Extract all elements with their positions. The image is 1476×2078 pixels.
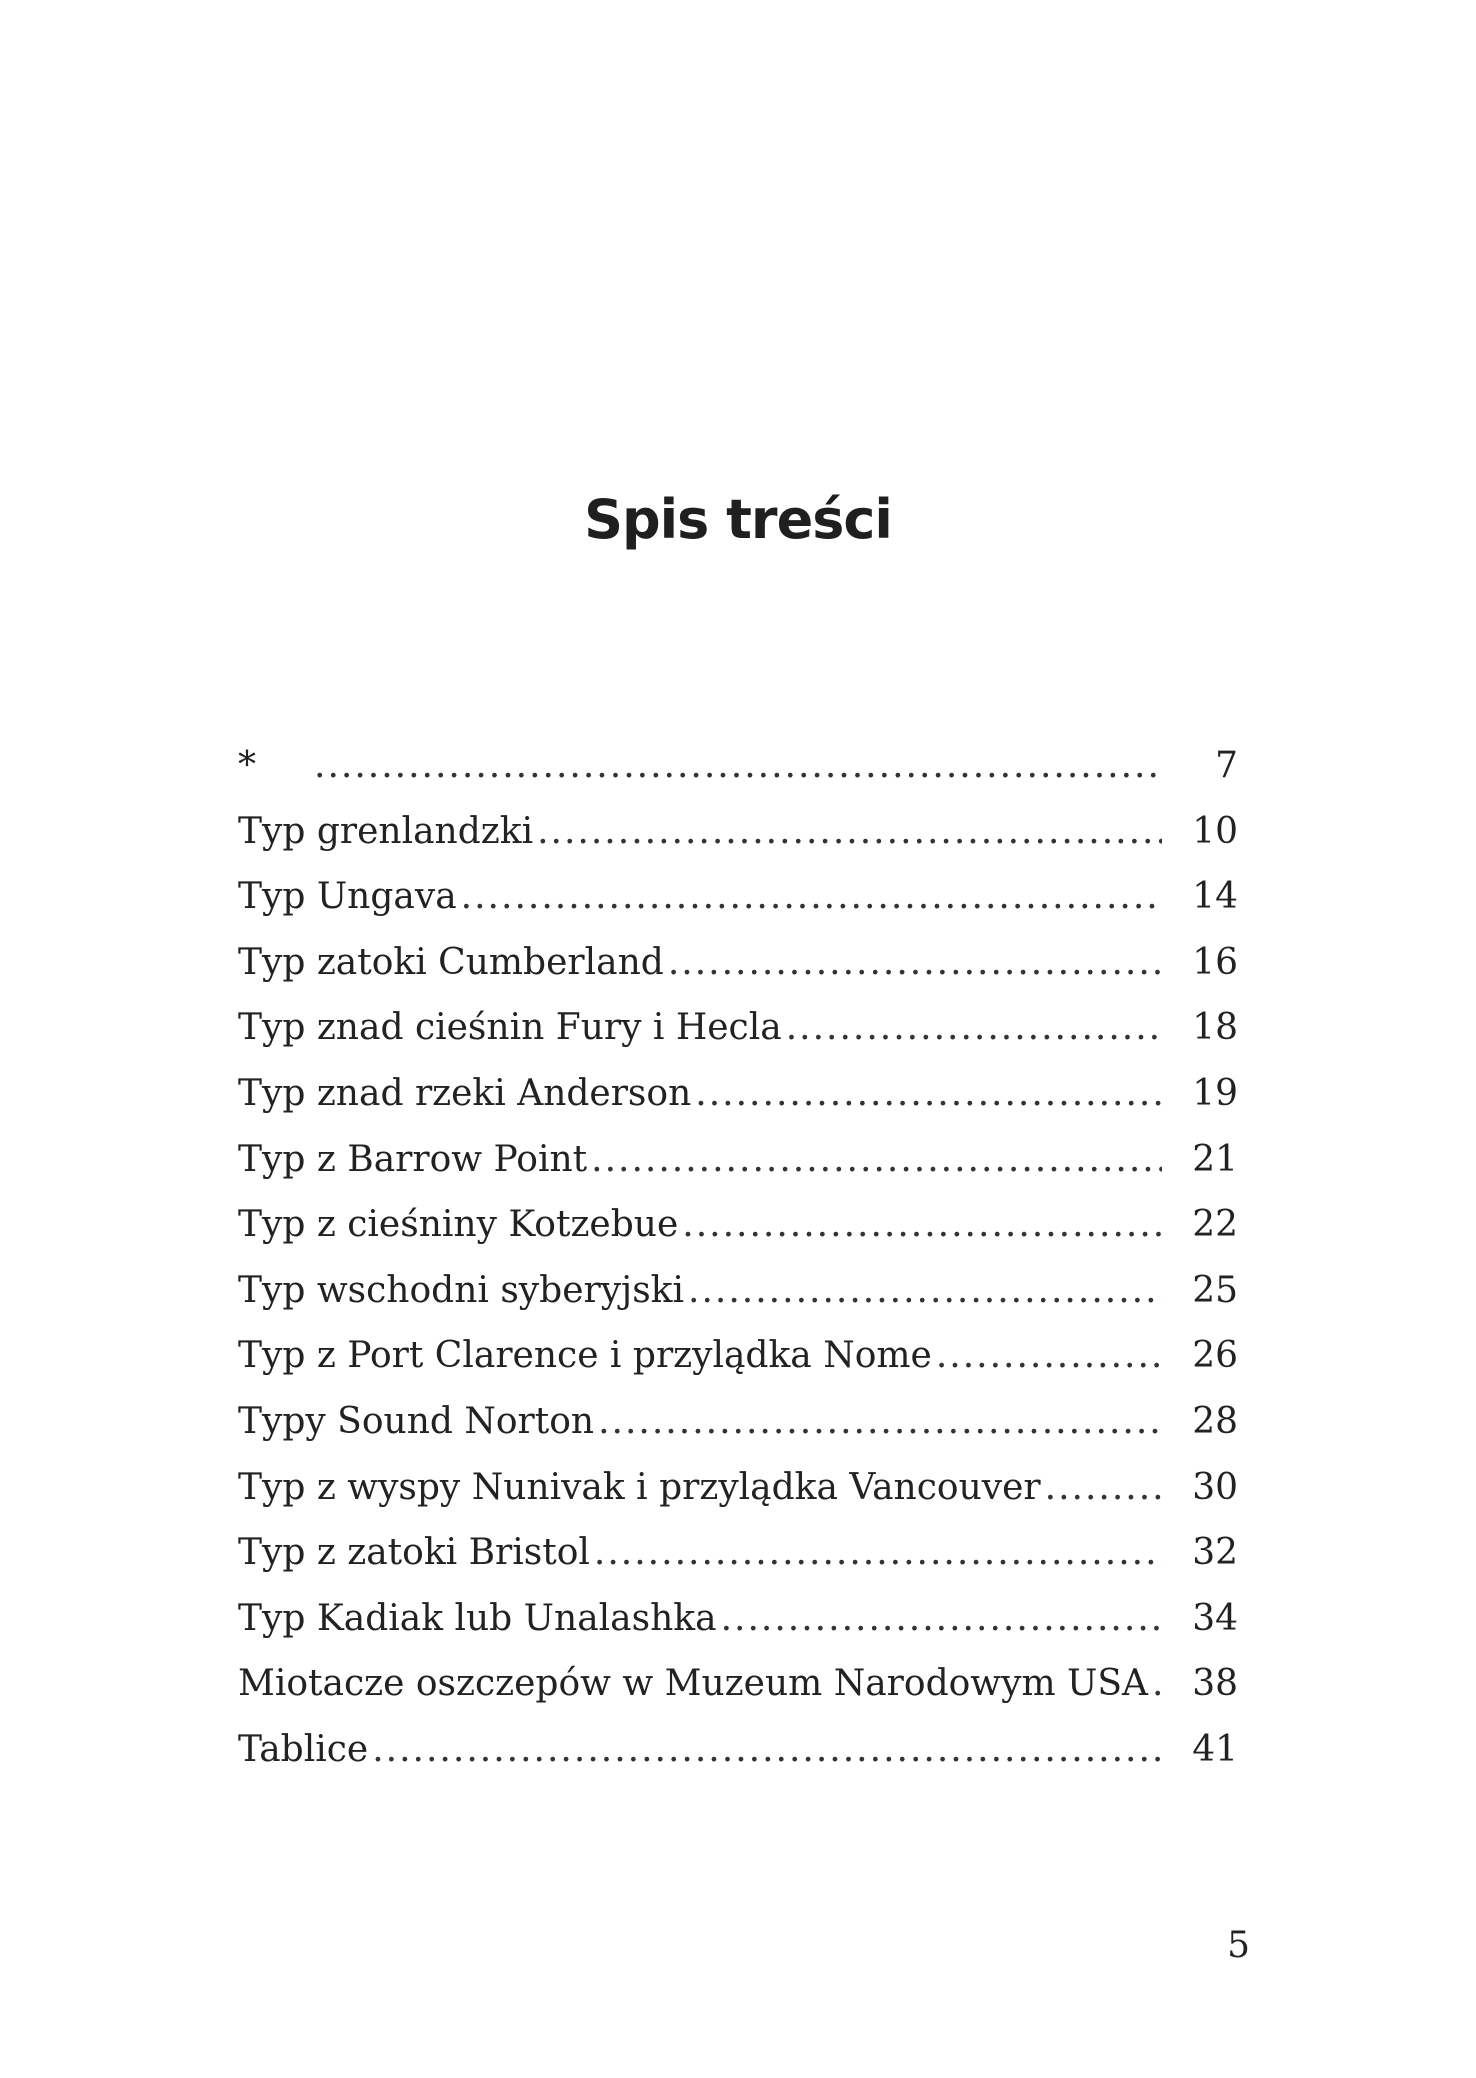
- toc-leader-dots: [537, 799, 1162, 865]
- toc-entry: [238, 1586, 1238, 1652]
- toc-entry-page: 25: [1192, 1269, 1238, 1311]
- toc-entry: [238, 1192, 1238, 1258]
- toc-entry-page: 38: [1192, 1663, 1238, 1705]
- toc-entry-page: 16: [1192, 941, 1238, 983]
- toc-entry-page: 30: [1192, 1466, 1238, 1508]
- toc-entry-page: 32: [1192, 1532, 1238, 1574]
- toc-entry-label: Typ wschodni syberyjski: [238, 1269, 685, 1311]
- toc-leader-dots: [461, 864, 1162, 930]
- toc-entry-page: 10: [1192, 810, 1238, 852]
- toc-entry-label: Typ z zatoki Bristol: [238, 1532, 590, 1574]
- toc-entry: [238, 864, 1238, 930]
- toc-entry-label: *: [238, 745, 256, 786]
- toc-entry-label: Typ zatoki Cumberland: [238, 941, 664, 983]
- toc-entry-label: Typy Sound Norton: [238, 1400, 595, 1442]
- toc-entry-page: 28: [1192, 1400, 1238, 1442]
- toc-entry-page: 18: [1192, 1007, 1238, 1049]
- toc-leader-dots: [1152, 1651, 1162, 1717]
- toc-entry: [238, 1389, 1238, 1455]
- page-number: 5: [1227, 1925, 1250, 1966]
- toc-leader-dots: [594, 1520, 1162, 1586]
- toc-entry-label: Typ z wyspy Nunivak i przylądka Vancouver: [238, 1466, 1041, 1508]
- toc-entry-page: 7: [1215, 745, 1238, 786]
- toc-leader-dots: [598, 1389, 1162, 1455]
- toc-entry: [238, 1127, 1238, 1193]
- page-title: Spis treści: [584, 488, 892, 551]
- toc-entry: [238, 1258, 1238, 1324]
- toc-entry-label: Typ grenlandzki: [238, 810, 534, 852]
- toc-entry-label: Typ z Port Clarence i przylądka Nome: [238, 1335, 932, 1377]
- toc-entry: [238, 1061, 1238, 1127]
- toc-entry: [238, 1455, 1238, 1521]
- toc-entry: [238, 1323, 1238, 1389]
- toc-leader-dots: [695, 1061, 1162, 1127]
- toc-leader-dots: [668, 930, 1162, 996]
- toc-leader-dots: [688, 1258, 1162, 1324]
- toc-entry-label: Miotacze oszczepów w Muzeum Narodowym USA: [238, 1663, 1149, 1705]
- toc-entry-page: 34: [1192, 1597, 1238, 1639]
- toc-leader-dots: [721, 1586, 1162, 1652]
- toc-entry-page: 19: [1192, 1072, 1238, 1114]
- toc-entry: [238, 1520, 1238, 1586]
- toc-leader-dots: [936, 1323, 1162, 1389]
- toc-entry: [238, 930, 1238, 996]
- toc-entry: [238, 995, 1238, 1061]
- toc-entry-page: 22: [1192, 1204, 1238, 1246]
- toc-entry-label: Typ znad cieśnin Fury i Hecla: [238, 1007, 782, 1049]
- toc-entry-label: Typ Ungava: [238, 876, 457, 918]
- toc-entry: [238, 1651, 1238, 1717]
- toc-leader-dots: [1045, 1455, 1162, 1521]
- toc-entry-label: Tablice: [238, 1728, 369, 1770]
- toc-entry-page: 14: [1192, 876, 1238, 918]
- toc-entry-label: Typ znad rzeki Anderson: [238, 1072, 692, 1114]
- toc-entry-label: Typ Kadiak lub Unalashka: [238, 1597, 717, 1639]
- toc-entry: [238, 799, 1238, 865]
- toc-leader-dots: [314, 733, 1162, 799]
- toc-entry-page: 21: [1192, 1138, 1238, 1180]
- toc-leader-dots: [786, 995, 1162, 1061]
- toc-entry-page: 41: [1192, 1728, 1238, 1770]
- toc-entry-label: Typ z Barrow Point: [238, 1138, 588, 1180]
- table-of-contents: [238, 733, 1238, 1783]
- toc-entry: [238, 733, 1238, 799]
- toc-leader-dots: [372, 1717, 1162, 1783]
- toc-leader-dots: [591, 1127, 1162, 1193]
- toc-leader-dots: [682, 1192, 1162, 1258]
- toc-entry-label: Typ z cieśniny Kotzebue: [238, 1204, 679, 1246]
- toc-entry: [238, 1717, 1238, 1783]
- toc-entry-page: 26: [1192, 1335, 1238, 1377]
